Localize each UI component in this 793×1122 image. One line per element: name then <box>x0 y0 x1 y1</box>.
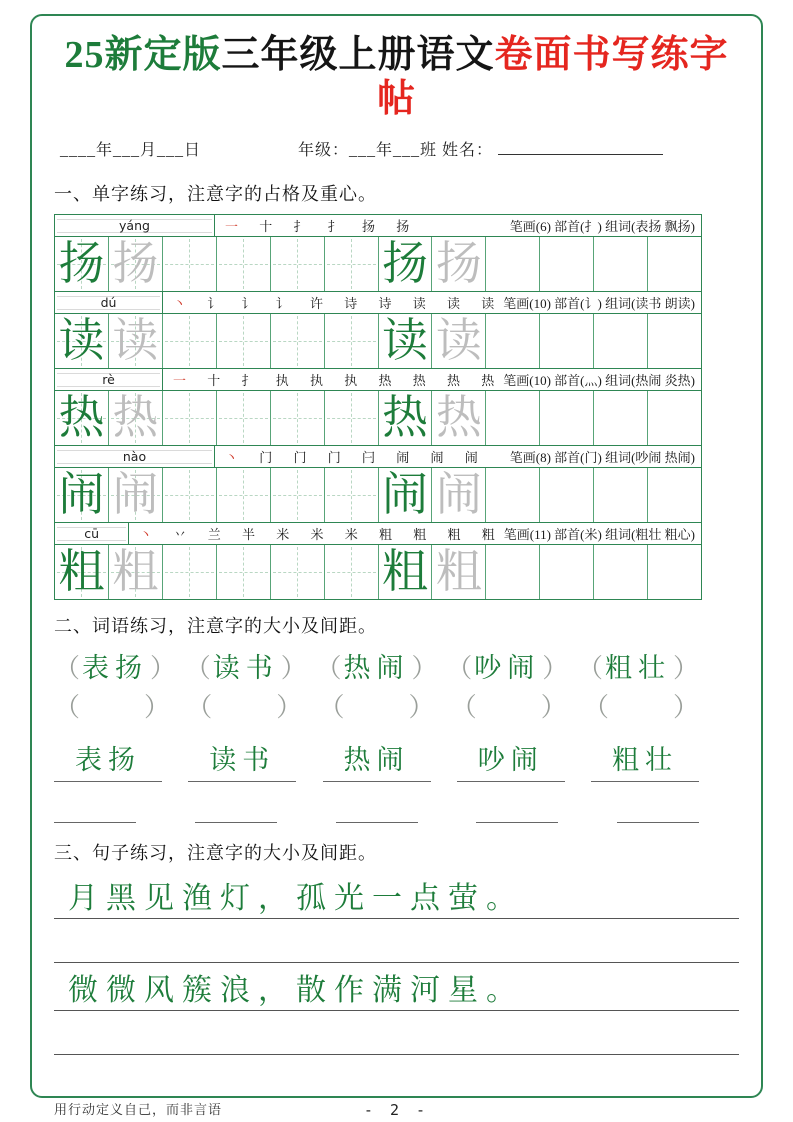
grade-class-name-blanks: 年级：___年___班 姓名： <box>298 142 494 160</box>
trace-character: 粗 <box>112 546 159 598</box>
trace-character-cell <box>432 314 486 368</box>
model-character-cell <box>55 237 109 291</box>
section-three-heading: 三、句子练习，注意字的大小及间距。 <box>54 843 377 864</box>
trace-character-cell <box>109 545 163 599</box>
trace-character: 粗 <box>435 546 482 598</box>
character-info-text: 笔画(11) 部首(米) 组词(粗壮 粗心) <box>503 527 695 543</box>
word-on-line: 表扬 <box>54 738 162 782</box>
empty-practice-cell <box>486 545 540 599</box>
model-character-cell <box>55 314 109 368</box>
empty-practice-cell <box>163 468 217 522</box>
model-character: 闹 <box>381 469 428 521</box>
practice-sentence: 月黑见渔灯，孤光一点萤。 <box>68 882 524 916</box>
open-paren: （ <box>582 693 609 723</box>
empty-practice-cell <box>271 314 325 368</box>
character-info-strip <box>55 446 701 468</box>
empty-practice-cell <box>163 391 217 445</box>
empty-practice-cell <box>648 545 701 599</box>
practice-cell-row <box>55 545 701 599</box>
blank-sentence-line <box>54 919 739 963</box>
model-character: 读 <box>58 315 105 367</box>
pinyin-label: nào <box>122 449 147 465</box>
word-row-with-parens <box>54 646 699 685</box>
trace-character: 读 <box>112 315 159 367</box>
pinyin-box <box>55 292 163 313</box>
empty-practice-cell <box>217 468 271 522</box>
empty-practice-cell <box>540 237 594 291</box>
section-one-heading: 一、单字练习，注意字的占格及重心。 <box>54 184 377 205</box>
word-with-parens <box>446 646 568 685</box>
trace-character: 热 <box>112 392 159 444</box>
blank-word-line <box>617 808 699 823</box>
date-line <box>54 137 739 160</box>
character-info-strip <box>55 215 701 237</box>
word-with-parens <box>577 646 699 685</box>
empty-practice-cell <box>594 391 648 445</box>
empty-practice-cell <box>217 545 271 599</box>
trace-character: 扬 <box>112 238 159 290</box>
word-with-parens <box>315 646 437 685</box>
empty-practice-cell <box>540 391 594 445</box>
pinyin-box <box>55 215 215 236</box>
empty-practice-cell <box>648 237 701 291</box>
character-block <box>55 369 701 446</box>
footer-motto: 用行动定义自己，而非言语 <box>54 1102 223 1118</box>
empty-practice-cell <box>325 391 379 445</box>
empty-practice-cell <box>486 314 540 368</box>
empty-practice-cell <box>648 391 701 445</box>
model-character-cell <box>55 545 109 599</box>
close-paren: ） <box>540 693 567 723</box>
empty-practice-cell <box>594 237 648 291</box>
empty-parens <box>186 687 302 724</box>
empty-practice-cell <box>217 237 271 291</box>
page-number: - 2 - <box>363 1101 430 1120</box>
close-paren: ） <box>408 693 435 723</box>
practice-cell-row <box>55 391 701 445</box>
model-character: 热 <box>381 392 428 444</box>
page-border-frame <box>30 14 763 1120</box>
trace-character-cell <box>432 391 486 445</box>
blank-word-line <box>54 808 136 823</box>
stroke-order-sequence: 丶 丷 兰 半 米 米 米 粗 粗 粗 粗 <box>139 527 504 543</box>
open-paren: （ <box>318 693 345 723</box>
empty-parens <box>54 687 170 724</box>
trace-character-cell <box>109 468 163 522</box>
pinyin-label: rè <box>102 372 115 388</box>
word-with-parens <box>54 646 176 685</box>
page-footer <box>54 1097 739 1119</box>
pinyin-box <box>55 523 129 544</box>
stroke-order-sequence: 丶 门 门 门 闩 闹 闹 闹 <box>225 450 487 466</box>
date-blanks: ____年___月___日 <box>60 142 202 160</box>
model-character-cell <box>379 391 433 445</box>
character-info-strip <box>55 292 701 314</box>
empty-parens <box>583 687 699 724</box>
character-block <box>55 446 701 523</box>
practice-cell-row <box>55 237 701 291</box>
model-character: 读 <box>381 315 428 367</box>
model-character: 粗 <box>381 546 428 598</box>
model-character-cell <box>379 237 433 291</box>
sentence-line <box>54 871 739 919</box>
empty-practice-cell <box>163 314 217 368</box>
stroke-order-sequence: 一 十 扌 执 执 执 热 热 热 热 <box>172 373 504 389</box>
pinyin-label: dú <box>100 295 117 311</box>
model-character-cell <box>55 468 109 522</box>
trace-character: 读 <box>435 315 482 367</box>
character-info-text: 笔画(8) 部首(门) 组词(吵闹 热闹) <box>509 450 695 466</box>
pinyin-box <box>55 446 215 467</box>
trace-character: 闹 <box>435 469 482 521</box>
word-with-parens <box>185 646 307 685</box>
close-paren: ） <box>150 654 177 684</box>
trace-character: 扬 <box>435 238 482 290</box>
empty-practice-cell <box>163 237 217 291</box>
trace-character: 闹 <box>112 469 159 521</box>
empty-parens-row <box>54 687 699 724</box>
sentence-practice-area <box>54 871 739 1055</box>
blank-sentence-line <box>54 1011 739 1055</box>
open-paren: （ <box>450 693 477 723</box>
empty-practice-cell <box>163 545 217 599</box>
character-info-text: 笔画(10) 部首(讠) 组词(读书 朗读) <box>503 296 695 312</box>
close-paren: ） <box>411 654 438 684</box>
practice-sentence: 微微风簇浪，散作满河星。 <box>68 974 524 1008</box>
title-edition: 25新定版 <box>64 34 222 76</box>
empty-practice-cell <box>271 391 325 445</box>
empty-practice-cell <box>325 545 379 599</box>
stroke-order-sequence: 一 十 扌 扌 扬 扬 <box>225 219 419 235</box>
model-character-cell <box>55 391 109 445</box>
pinyin-label: cū <box>84 526 99 542</box>
open-paren: （ <box>184 654 211 684</box>
open-paren: （ <box>446 654 473 684</box>
empty-practice-cell <box>648 468 701 522</box>
empty-practice-cell <box>325 314 379 368</box>
empty-practice-cell <box>594 468 648 522</box>
character-practice-table <box>54 214 702 600</box>
trace-character: 热 <box>435 392 482 444</box>
practice-cell-row <box>55 314 701 368</box>
open-paren: （ <box>186 693 213 723</box>
model-character: 扬 <box>58 238 105 290</box>
stroke-order-sequence: 丶 讠 讠 讠 许 诗 诗 读 读 读 <box>172 296 504 312</box>
close-paren: ） <box>276 693 303 723</box>
practice-word: 粗壮 <box>604 653 671 684</box>
trace-character-cell <box>432 237 486 291</box>
character-info-strip <box>55 369 701 391</box>
empty-practice-cell <box>486 237 540 291</box>
character-block <box>55 292 701 369</box>
character-block <box>55 215 701 292</box>
open-paren: （ <box>54 654 81 684</box>
practice-word: 吵闹 <box>474 653 541 684</box>
empty-practice-cell <box>540 468 594 522</box>
practice-word: 热闹 <box>343 653 410 684</box>
empty-practice-cell <box>540 545 594 599</box>
empty-parens <box>318 687 434 724</box>
empty-parens <box>451 687 567 724</box>
practice-word: 表扬 <box>82 653 149 684</box>
open-paren: （ <box>576 654 603 684</box>
section-two-heading: 二、词语练习，注意字的大小及间距。 <box>54 616 377 637</box>
pinyin-box <box>55 369 163 390</box>
trace-character-cell <box>109 237 163 291</box>
blank-word-line <box>476 808 558 823</box>
blank-word-line <box>195 808 277 823</box>
close-paren: ） <box>144 693 171 723</box>
title-grade-subject: 三年级上册语文 <box>221 34 495 76</box>
blank-word-line <box>336 808 418 823</box>
character-info-text: 笔画(6) 部首(扌) 组词(表扬 飘扬) <box>509 219 695 235</box>
empty-practice-cell <box>217 314 271 368</box>
close-paren: ） <box>280 654 307 684</box>
blank-lines-row <box>54 808 699 823</box>
empty-practice-cell <box>486 391 540 445</box>
character-info-strip <box>55 523 701 545</box>
character-info-text: 笔画(10) 部首(灬) 组词(热闹 炎热) <box>503 373 695 389</box>
empty-practice-cell <box>594 314 648 368</box>
model-character: 热 <box>58 392 105 444</box>
page-title <box>54 34 739 121</box>
word-on-line: 粗壮 <box>591 738 699 782</box>
close-paren: ） <box>672 654 699 684</box>
open-paren: （ <box>315 654 342 684</box>
empty-practice-cell <box>594 545 648 599</box>
model-character: 扬 <box>381 238 428 290</box>
empty-practice-cell <box>271 468 325 522</box>
word-on-line: 吵闹 <box>457 738 565 782</box>
practice-cell-row <box>55 468 701 522</box>
pinyin-label: yáng <box>119 218 150 234</box>
close-paren: ） <box>542 654 569 684</box>
word-on-line: 读书 <box>188 738 296 782</box>
empty-practice-cell <box>486 468 540 522</box>
close-paren: ） <box>672 693 699 723</box>
empty-practice-cell <box>540 314 594 368</box>
empty-practice-cell <box>325 237 379 291</box>
empty-practice-cell <box>325 468 379 522</box>
name-blank-line <box>498 138 663 155</box>
practice-word: 读书 <box>212 653 279 684</box>
character-block <box>55 523 701 599</box>
title-copybook: 卷面书写练字帖 <box>376 34 729 120</box>
model-character: 闹 <box>58 469 105 521</box>
word-on-line-row <box>54 738 699 782</box>
empty-practice-cell <box>648 314 701 368</box>
sentence-line <box>54 963 739 1011</box>
word-on-line: 热闹 <box>323 738 431 782</box>
trace-character-cell <box>109 391 163 445</box>
model-character-cell <box>379 545 433 599</box>
trace-character-cell <box>432 545 486 599</box>
trace-character-cell <box>109 314 163 368</box>
open-paren: （ <box>54 693 81 723</box>
model-character-cell <box>379 314 433 368</box>
model-character: 粗 <box>58 546 105 598</box>
empty-practice-cell <box>271 545 325 599</box>
trace-character-cell <box>432 468 486 522</box>
model-character-cell <box>379 468 433 522</box>
empty-practice-cell <box>217 391 271 445</box>
empty-practice-cell <box>271 237 325 291</box>
